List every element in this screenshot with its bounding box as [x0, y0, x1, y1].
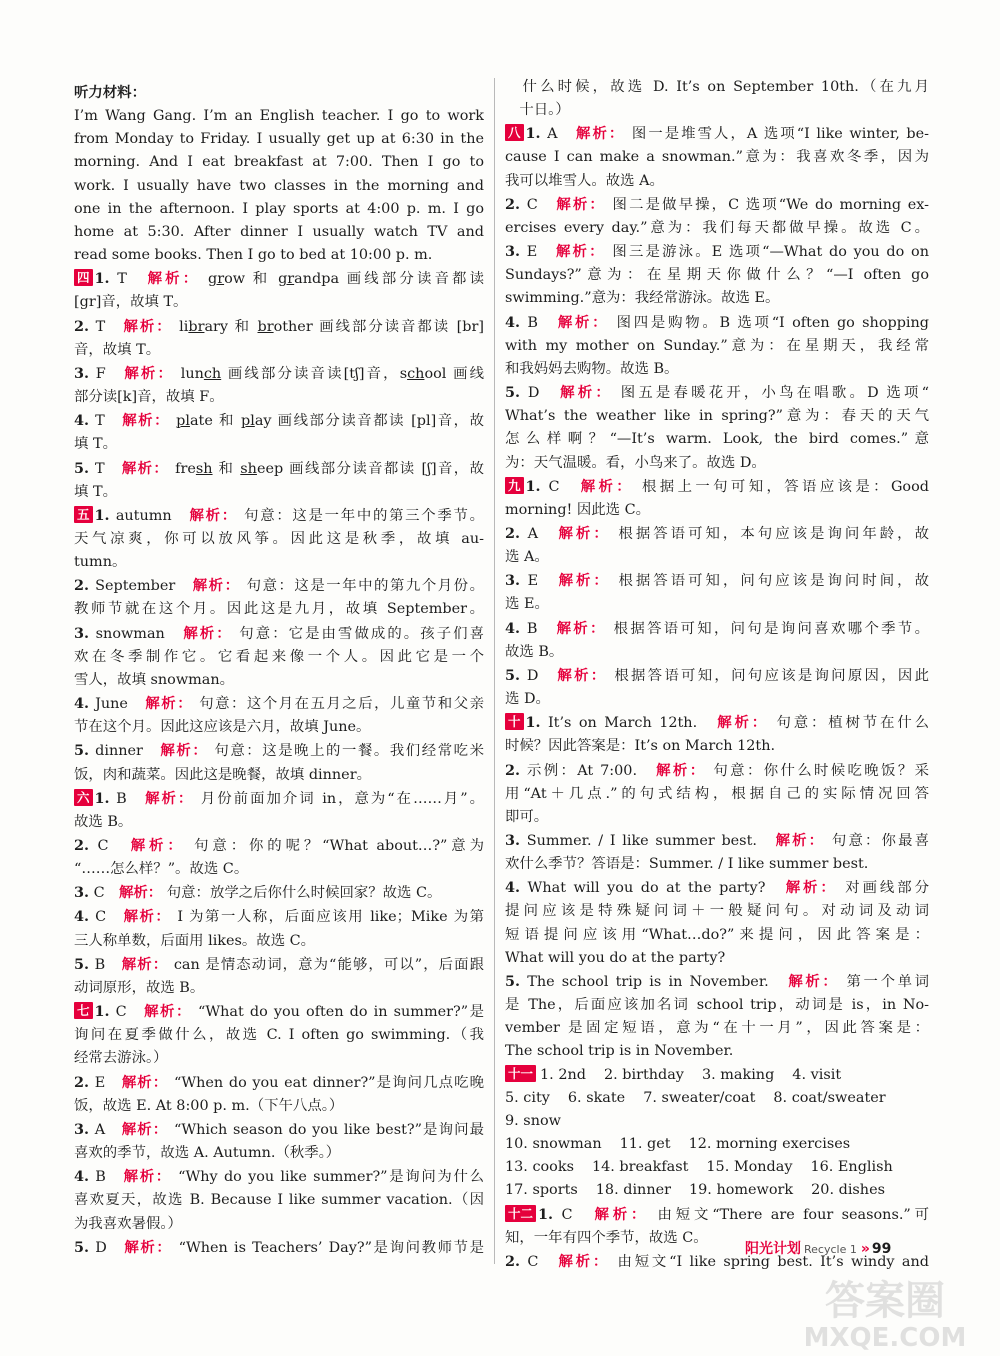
answer-line: 时候？因此答案是：It’s on March 12th. [505, 738, 776, 755]
listening-material-heading: 听力材料： [74, 85, 146, 101]
answer-line: 4. T 解析： plate 和 play 画线部分读音都读 [pl]音，故 [74, 412, 484, 430]
answer-line: 填 T。 [74, 436, 117, 453]
question-number: 5. [74, 955, 90, 973]
question-number: 1. [94, 1003, 110, 1021]
question-number: 1. [94, 506, 110, 524]
answer-line: 2. C 解析： 由短文“I like spring best. It’s windy and [505, 1252, 929, 1270]
section-badge: 六 [74, 789, 93, 806]
page-number: 99 [871, 1241, 892, 1257]
answer-line: 是 The，后面应该加名词 school trip，动词是 is，in No- [505, 997, 929, 1014]
underlined-letters: gr [207, 271, 225, 288]
analysis-label: 解析： [183, 625, 233, 642]
analysis-label: 解析： [119, 885, 163, 902]
answer-line: 2. A 解析： 根据答语可知，本句应该是询问年龄，故 [505, 524, 929, 542]
answer-line: 4. B 解析： “Why do you like summer?”是询问为什么 [74, 1168, 484, 1186]
fill-in-answer: 5. city [505, 1089, 550, 1106]
fill-in-answer-row [505, 1133, 929, 1156]
analysis-label: 解析： [123, 909, 172, 926]
question-number: 4. [505, 313, 521, 331]
answer-line: 5. T 解析： fresh 和 sheep 画线部分读音都读 [ʃ]音，故 [74, 459, 484, 477]
fill-in-answer: 10. snowman [505, 1136, 602, 1153]
analysis-label: 解析： [123, 318, 173, 335]
analysis-label: 解析： [556, 196, 606, 213]
analysis-label: 解析： [580, 478, 635, 495]
analysis-label: 解析： [556, 620, 607, 637]
answer-line: 短语提问应该用“What…do?”来提问，因此答案是： [505, 926, 929, 943]
answer-line: 即可。 [505, 808, 549, 825]
underlined-letters: gr [278, 271, 295, 288]
fill-in-answer-row [505, 1179, 929, 1202]
answer-line: 部分读[k]音，故填 F。 [74, 389, 224, 406]
fill-in-answer: 2. birthday [603, 1066, 684, 1083]
fill-in-answer-row [505, 1156, 929, 1179]
answer-line: 三人称单数，后面用 likes。故选 C。 [74, 932, 316, 949]
answer-line: 欢在冬季制作它。它看起来像一个人。因此它是一个 [74, 648, 484, 665]
answer-line: 选 A。 [505, 549, 549, 566]
answer-line: 询问在夏季做什么，故选 C. I often go swimming.（我 [74, 1027, 484, 1044]
answer-line: with my mother on Sunday.”意为：在星期天，我经常 [505, 337, 929, 354]
answer-line: 六 1. B 解析： 月份前面加介词 in，意为“在……月”。 [74, 787, 484, 811]
answer-line: from Monday to Friday. I usually get up at 6:30 in the [74, 131, 484, 148]
analysis-label: 解析： [788, 973, 840, 990]
answer-line: 3. Summer. / I like summer best. 解析： 句意：你最喜 [505, 832, 929, 849]
question-number: 2. [74, 317, 90, 335]
double-chevron-icon: » [860, 1241, 870, 1257]
answer-line: 3. E 解析： 根据答语可知，问句应该是询问时间，故 [505, 572, 929, 590]
question-number: 3. [505, 832, 521, 849]
question-number: 2. [74, 837, 90, 854]
analysis-label: 解析： [189, 507, 238, 524]
fill-in-answer-row [505, 1110, 929, 1133]
analysis-label: 解析： [124, 365, 174, 382]
answer-line: read some books. Then I go to bed at 10:00 p. m. [74, 247, 433, 264]
question-number: 5. [74, 742, 90, 760]
question-number: 5. [505, 384, 521, 402]
answer-line: 3. C 解析： 句意：放学之后你什么时候回家？故选 C。 [74, 884, 442, 902]
answer-line: 2. E 解析： “When do you eat dinner?”是询问几点吃晚 [74, 1073, 484, 1091]
answer-line: 天气凉爽，你可以放风筝。因此这是秋季，故填 au- [74, 530, 484, 547]
answer-line: What’s the weather like in spring?”意为：春天的天气 [505, 408, 929, 425]
analysis-label: 解析： [160, 743, 209, 760]
analysis-label: 解析： [144, 1004, 192, 1021]
answer-line: ercises every day.”意为：我们每天都做早操。故选 C。 [505, 219, 929, 236]
analysis-label: 解析： [122, 413, 171, 430]
answer-line: 喜欢的季节，故选 A. Autumn.（秋季。） [74, 1145, 341, 1162]
answer-line: 动词原形，故选 B。 [74, 979, 205, 996]
fill-in-answer: 11. get [619, 1136, 671, 1153]
analysis-label: 解析： [121, 956, 169, 973]
answer-line: 5. D 解析： 根据答语可知，问句应该是询问原因，因此 [505, 666, 929, 684]
answer-line: 用“At＋几点.”的句式结构，根据自己的实际情况回答 [505, 785, 929, 802]
analysis-label: 解析： [775, 833, 826, 849]
answer-line: What will you do at the party? [505, 949, 726, 966]
answer-line: 欢什么季节？答语是：Summer. / I like summer best. [505, 856, 869, 873]
answer-line: 七 1. C 解析： “What do you often do in summer?”是 [74, 1000, 484, 1024]
answer-line: 填 T。 [74, 483, 117, 500]
fill-in-answer: 20. dishes [811, 1182, 885, 1199]
question-number: 3. [505, 572, 521, 590]
section-badge: 十二 [505, 1205, 536, 1222]
brand-name: 阳光计划 [745, 1241, 801, 1257]
answer-line: 5. dinner 解析： 句意：这是晚上的一餐。我们经常吃米 [74, 742, 484, 760]
answer-line: 经常去游泳。） [74, 1050, 168, 1067]
underlined-letters: ch [203, 365, 222, 382]
question-number: 3. [505, 243, 521, 261]
answer-line: 选 E。 [505, 596, 549, 613]
answer-line: The school trip is in November. [505, 1043, 734, 1060]
answer-line: 2. September 解析： 句意：这是一年中的第九个月份。 [74, 577, 484, 595]
answer-line: cause I can make a snowman.”意为：我喜欢冬季，因为 [505, 149, 929, 166]
answer-line: 教师节就在这个月。因此这是九月，故填 September。 [74, 601, 484, 618]
answer-line: 喜欢夏天，故选 B. Because I like summer vacation.（因 [74, 1192, 484, 1209]
underlined-letters: sh [195, 460, 213, 477]
answer-line: 为我喜欢暑假。） [74, 1215, 182, 1232]
answer-line: 饭，肉和蔬菜。因此这是晚餐，故填 dinner。 [74, 766, 371, 783]
left-column [74, 82, 484, 1260]
answer-line: 3. A 解析： “Which season do you like best?”是询问最 [74, 1120, 484, 1138]
answer-line: 4. B 解析： 图四是购物。B 选项“I often go shopping [505, 313, 929, 331]
answer-line: 节在这个月。因此这应该是六月，故填 June。 [74, 719, 371, 736]
question-number: 4. [74, 695, 90, 713]
question-number: 4. [74, 412, 90, 430]
underlined-letters: br [188, 318, 205, 335]
answer-line: morning. And I eat breakfast at 7:00. Then I go to [74, 154, 484, 171]
underlined-letters: pl [241, 413, 255, 430]
analysis-label: 解析： [556, 244, 606, 261]
fill-in-answer: 8. coat/sweater [773, 1089, 886, 1106]
answer-line: 2. C 解析： 图二是做早操，C 选项“We do morning ex- [505, 195, 929, 213]
answer-line: 怎么样啊？“—It’s warm. Look, the bird comes.”意 [505, 431, 929, 448]
section-badge: 七 [74, 1002, 93, 1019]
question-number: 3. [74, 624, 90, 642]
answer-line: 八 1. A 解析： 图一是堆雪人，A 选项“I like winter, be- [505, 122, 929, 146]
answer-line: 5. D 解析： “When is Teachers’ Day?”是询问教师节是 [74, 1238, 484, 1256]
underlined-letters: ch [407, 365, 425, 382]
answer-line: 知，一年有四个季节，故选 C。 [505, 1229, 708, 1246]
question-number: 5. [505, 666, 521, 684]
answer-line: 选 D。 [505, 691, 550, 708]
answer-line: 4. What will you do at the party? 解析： 对画线部分 [505, 879, 929, 897]
analysis-label: 解析： [124, 1239, 173, 1256]
answer-line: 5. B 解析： can 是情态动词，意为“能够，可以”，后面跟 [74, 955, 484, 973]
right-column [505, 76, 929, 1274]
answer-line: 5. D 解析： 图五是春暖花开，小鸟在唱歌。D 选项“ [505, 384, 929, 402]
answer-line: home at 5:30. After dinner I usually watch TV and [74, 223, 484, 240]
answer-line: 雪人，故填 snowman。 [74, 671, 235, 688]
question-number: 4. [505, 619, 521, 637]
section-badge: 十 [505, 713, 524, 730]
page-footer [745, 1238, 935, 1262]
question-number: 2. [74, 577, 90, 595]
fill-in-answer: 17. sports [505, 1182, 578, 1199]
answer-line: 2. T 解析： library 和 brother 画线部分读音都读 [br] [74, 317, 484, 335]
analysis-label: 解析： [557, 314, 610, 331]
analysis-label: 解析： [192, 578, 241, 595]
answer-line: 4. C 解析： I 为第一人称，后面应该用 like；Mike 为第 [74, 908, 484, 926]
answer-line: 故选 B。 [505, 643, 564, 660]
question-number: 3. [74, 364, 90, 382]
fill-in-answer: 12. morning exercises [688, 1136, 851, 1153]
watermark-text-1: 答案圈 [825, 1278, 945, 1324]
underlined-letters: sh [240, 460, 257, 477]
analysis-label: 解析： [785, 880, 838, 897]
question-number: 4. [74, 1168, 90, 1186]
question-number: 1. [538, 1205, 554, 1223]
analysis-label: 解析： [123, 1169, 172, 1186]
answer-line: 和我妈妈去购物。故选 B。 [505, 360, 679, 377]
answer-line: work. I usually have two classes in the morning and [74, 177, 484, 194]
fill-in-answer: 14. breakfast [591, 1159, 689, 1176]
answer-line: 十日。） [505, 102, 570, 119]
analysis-label: 解析： [557, 667, 608, 684]
analysis-label: 解析： [594, 1206, 650, 1223]
fill-in-answer-row [505, 1087, 929, 1110]
analysis-label: 解析： [121, 460, 170, 477]
answer-line: 3. F 解析： lunch 画线部分读音读[tʃ]音，school 画线 [74, 364, 484, 382]
answer-line: 饭，故选 E. At 8:00 p. m.（下午八点。） [74, 1097, 344, 1114]
question-number: 5. [74, 1238, 90, 1256]
question-number: 1. [94, 270, 110, 288]
answer-line: 提问应该是特殊疑问词＋一般疑问句。对动词及动词 [505, 903, 929, 920]
answer-line: 五 1. autumn 解析： 句意：这是一年中的第三个季节。 [74, 504, 484, 528]
question-number: 1. [525, 714, 541, 732]
answer-line: 我可以堆雪人。故选 A。 [505, 172, 664, 189]
analysis-label: 解析： [560, 385, 613, 402]
answer-line: [gr]音，故填 T。 [74, 294, 188, 311]
analysis-label: 解析： [121, 1121, 169, 1138]
fill-in-answer: 18. dinner [595, 1182, 671, 1199]
question-number: 3. [74, 884, 90, 902]
question-number: 5. [74, 459, 90, 477]
analysis-label: 解析： [147, 271, 201, 288]
fill-in-answer: 19. homework [689, 1182, 794, 1199]
answer-line: 九 1. C 解析： 根据上一句可知，答语应该是：Good [505, 475, 929, 499]
fill-in-answer: 15. Monday [706, 1159, 793, 1176]
answer-line: one in the afternoon. I play sports at 4:00 p. m. I go [74, 200, 484, 217]
analysis-label: 解析： [656, 762, 707, 779]
section-badge: 八 [505, 124, 524, 141]
question-number: 2. [74, 1073, 90, 1091]
analysis-label: 解析： [558, 1253, 611, 1270]
fill-in-answer: 6. skate [567, 1089, 626, 1106]
answer-line: 什么时候，故选 D. It’s on September 10th.（在九月 [505, 79, 929, 95]
column-divider [494, 78, 495, 1264]
fill-in-answer: 1. 2nd [540, 1066, 586, 1083]
analysis-label: 解析： [145, 790, 195, 807]
fill-in-answer: 16. English [810, 1159, 893, 1176]
question-number: 1. [94, 789, 110, 807]
answer-line: 2. 示例：At 7:00. 解析： 句意：你什么时候吃晚饭？采 [505, 761, 929, 779]
answer-line: 3. snowman 解析： 句意：它是由雪做成的。孩子们喜 [74, 624, 484, 642]
answer-line: 5. The school trip is in November. 解析： 第一个单词 [505, 972, 929, 990]
answer-line: 故选 B。 [74, 813, 133, 830]
answer-line: vember 是固定短语，意为“在十一月”，因此答案是： [505, 1020, 929, 1037]
section-badge: 五 [74, 506, 93, 523]
fill-in-answer: 9. snow [505, 1112, 561, 1129]
question-number: 3. [74, 1120, 90, 1138]
question-number: 2. [505, 195, 521, 213]
underlined-letters: pl [176, 413, 190, 430]
answer-line: Sundays?”意为：在星期天你做什么？“—I often go [505, 267, 929, 284]
watermark-text-2: MXQE.COM [803, 1323, 967, 1352]
analysis-label: 解析： [130, 838, 186, 854]
underlined-letters: br [257, 318, 274, 335]
question-number: 2. [505, 1252, 521, 1270]
fill-in-answer: 3. making [701, 1066, 775, 1083]
series-name: Recycle 1 [804, 1243, 857, 1256]
answer-line: 十二 1. C 解析： 由短文“There are four seasons.”可 [505, 1203, 929, 1227]
answer-line: 4. June 解析： 句意：这个月在五月之后，儿童节和父亲 [74, 695, 484, 713]
analysis-label: 解析： [558, 573, 611, 590]
section-badge: 十一 [505, 1065, 536, 1082]
answer-line: tumn。 [74, 554, 127, 571]
answer-line: swimming.”意为：我经常游泳。故选 E。 [505, 290, 780, 307]
answer-line: 3. E 解析： 图三是游泳。E 选项“—What do you do on [505, 243, 929, 261]
fill-in-answer: 13. cooks [505, 1159, 574, 1176]
question-number: 4. [74, 908, 90, 926]
question-number: 1. [525, 125, 541, 143]
answer-line: 为：天气温暖。看，小鸟来了。故选 D。 [505, 454, 766, 471]
question-number: 2. [505, 524, 521, 542]
question-number: 2. [505, 761, 521, 779]
fill-in-answer: 4. visit [792, 1066, 842, 1083]
question-number: 1. [525, 477, 541, 495]
answer-line: 4. B 解析： 根据答语可知，问句是询问喜欢哪个季节。 [505, 619, 929, 637]
question-number: 4. [505, 879, 521, 897]
answer-line: 四 1. T 解析： grow 和 grandpa 画线部分读音都读 [74, 267, 484, 291]
answer-line: “……怎么样？”。故选 C。 [74, 861, 249, 878]
section-badge: 九 [505, 477, 524, 494]
answer-line: 十 1. It’s on March 12th. 解析： 句意：植树节在什么 [505, 711, 929, 735]
fill-in-answer-row [505, 1064, 929, 1087]
answer-line: 音，故填 T。 [74, 341, 161, 358]
section-badge: 四 [74, 269, 93, 286]
analysis-label: 解析： [576, 126, 626, 143]
watermark-logo [780, 1268, 990, 1352]
answer-line: I’m Wang Gang. I’m an English teacher. I go to work [74, 108, 484, 125]
analysis-label: 解析： [121, 1074, 169, 1091]
answer-line: 2. C 解析： 句意：你的呢？“What about…?”意为 [74, 837, 484, 854]
analysis-label: 解析： [717, 715, 770, 732]
answer-line: morning! 因此选 C。 [505, 501, 651, 518]
question-number: 5. [505, 972, 521, 990]
analysis-label: 解析： [558, 525, 611, 542]
analysis-label: 解析： [145, 696, 194, 713]
fill-in-answer: 7. sweater/coat [643, 1089, 756, 1106]
